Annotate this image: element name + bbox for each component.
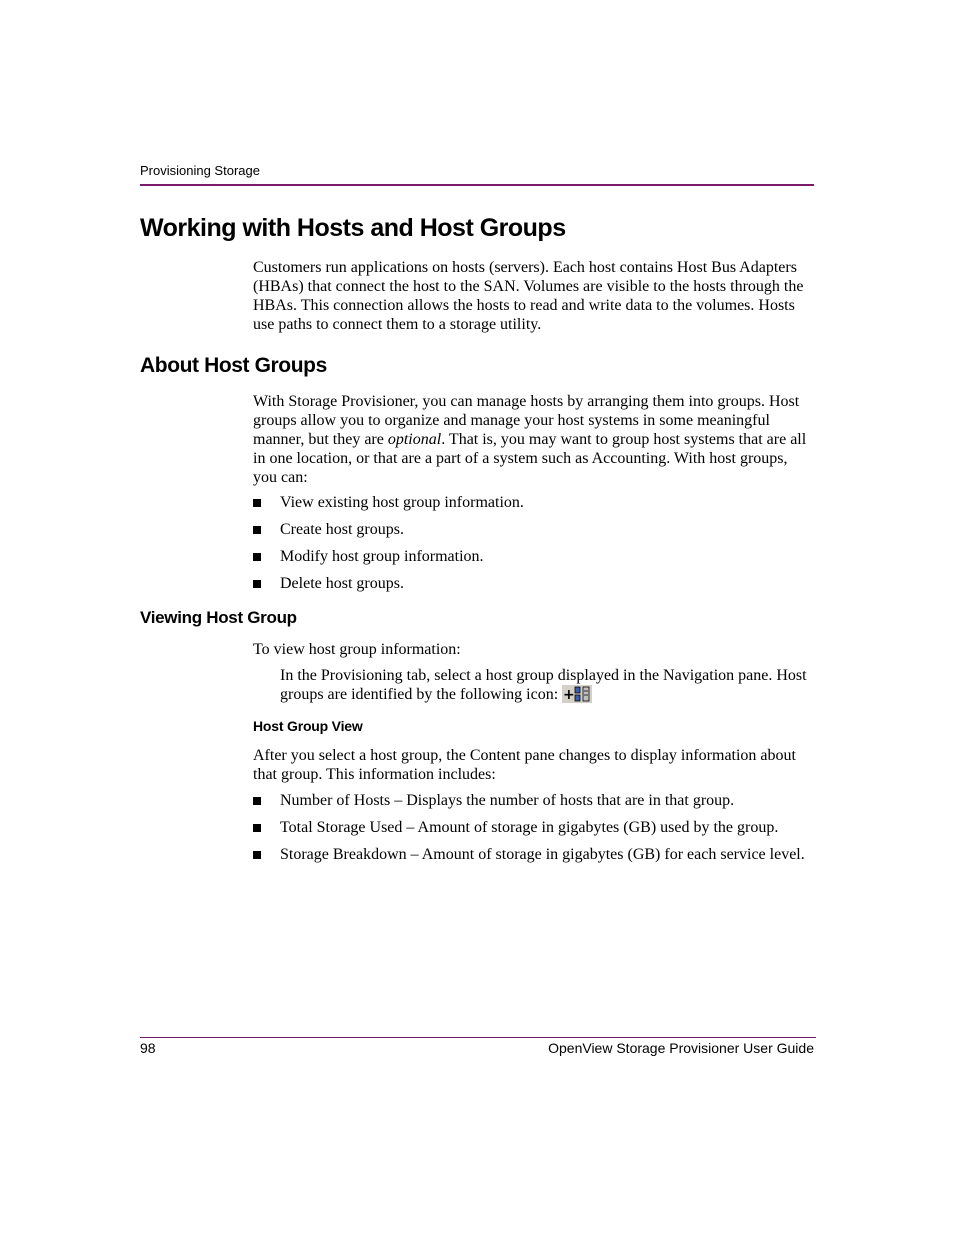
about-text-1: With Storage Provisioner, you can manage hosts by arranging them into groups. Host groups allow you to organize and manage your host systems in some meaningful manner, but they are	[253, 393, 800, 448]
list-item-text: Number of Hosts – Displays the number of hosts that are in that group.	[280, 792, 735, 809]
bullet-square-icon	[253, 526, 261, 534]
bullet-square-icon	[253, 553, 261, 561]
page-number: 98	[140, 1040, 156, 1056]
footer-rule	[140, 1037, 816, 1038]
list-item	[253, 791, 815, 810]
svg-text:+: +	[563, 687, 575, 703]
list-item-text: View existing host group information.	[280, 494, 524, 511]
viewing-step-text: In the Provisioning tab, select a host group displayed in the Navigation pane. Host groups are identified by the following icon:	[280, 667, 807, 703]
list-item	[253, 493, 815, 512]
about-host-groups-heading: About Host Groups	[140, 354, 327, 377]
capabilities-list	[253, 493, 815, 593]
list-item	[253, 818, 815, 837]
host-group-info-list	[253, 791, 815, 864]
bullet-square-icon	[253, 499, 261, 507]
viewing-lead: To view host group information:	[253, 641, 461, 658]
list-item	[253, 845, 815, 864]
list-item	[253, 547, 815, 566]
list-item	[253, 574, 815, 593]
list-item-text: Storage Breakdown – Amount of storage in gigabytes (GB) for each service level.	[280, 846, 805, 863]
about-emphasis: optional	[387, 431, 442, 448]
viewing-host-group-heading: Viewing Host Group	[140, 608, 297, 627]
host-group-icon	[562, 685, 592, 703]
list-item	[253, 520, 815, 539]
header-rule	[140, 184, 814, 186]
list-item-text: Total Storage Used – Amount of storage in gigabytes (GB) used by the group.	[280, 819, 779, 836]
list-item-text: Delete host groups.	[280, 575, 404, 592]
intro-paragraph: Customers run applications on hosts (servers). Each host contains Host Bus Adapters (HBAs) that connect the host to the SAN. Volumes are visible to the hosts through the HBAs. This connection allows the hosts to read and write data to the volumes. Hosts use paths to connect them to a storage utility.	[253, 259, 804, 333]
bullet-square-icon	[253, 580, 261, 588]
running-header: Provisioning Storage	[140, 163, 260, 178]
about-paragraph	[253, 392, 815, 487]
list-item-text: Create host groups.	[280, 521, 404, 538]
bullet-square-icon	[253, 797, 261, 805]
viewing-step	[280, 666, 815, 704]
book-title: OpenView Storage Provisioner User Guide	[548, 1040, 814, 1056]
list-item-text: Modify host group information.	[280, 548, 484, 565]
host-group-view-heading: Host Group View	[253, 718, 363, 734]
section-title: Working with Hosts and Host Groups	[140, 214, 566, 242]
host-group-view-paragraph: After you select a host group, the Content pane changes to display information about that group. This information includes:	[253, 747, 796, 783]
bullet-square-icon	[253, 824, 261, 832]
about-text-2: . That is, you may want to group host systems that are all in one location, or that are a part of a system such as Accounting. With host groups, you can:	[253, 431, 807, 486]
bullet-square-icon	[253, 851, 261, 859]
